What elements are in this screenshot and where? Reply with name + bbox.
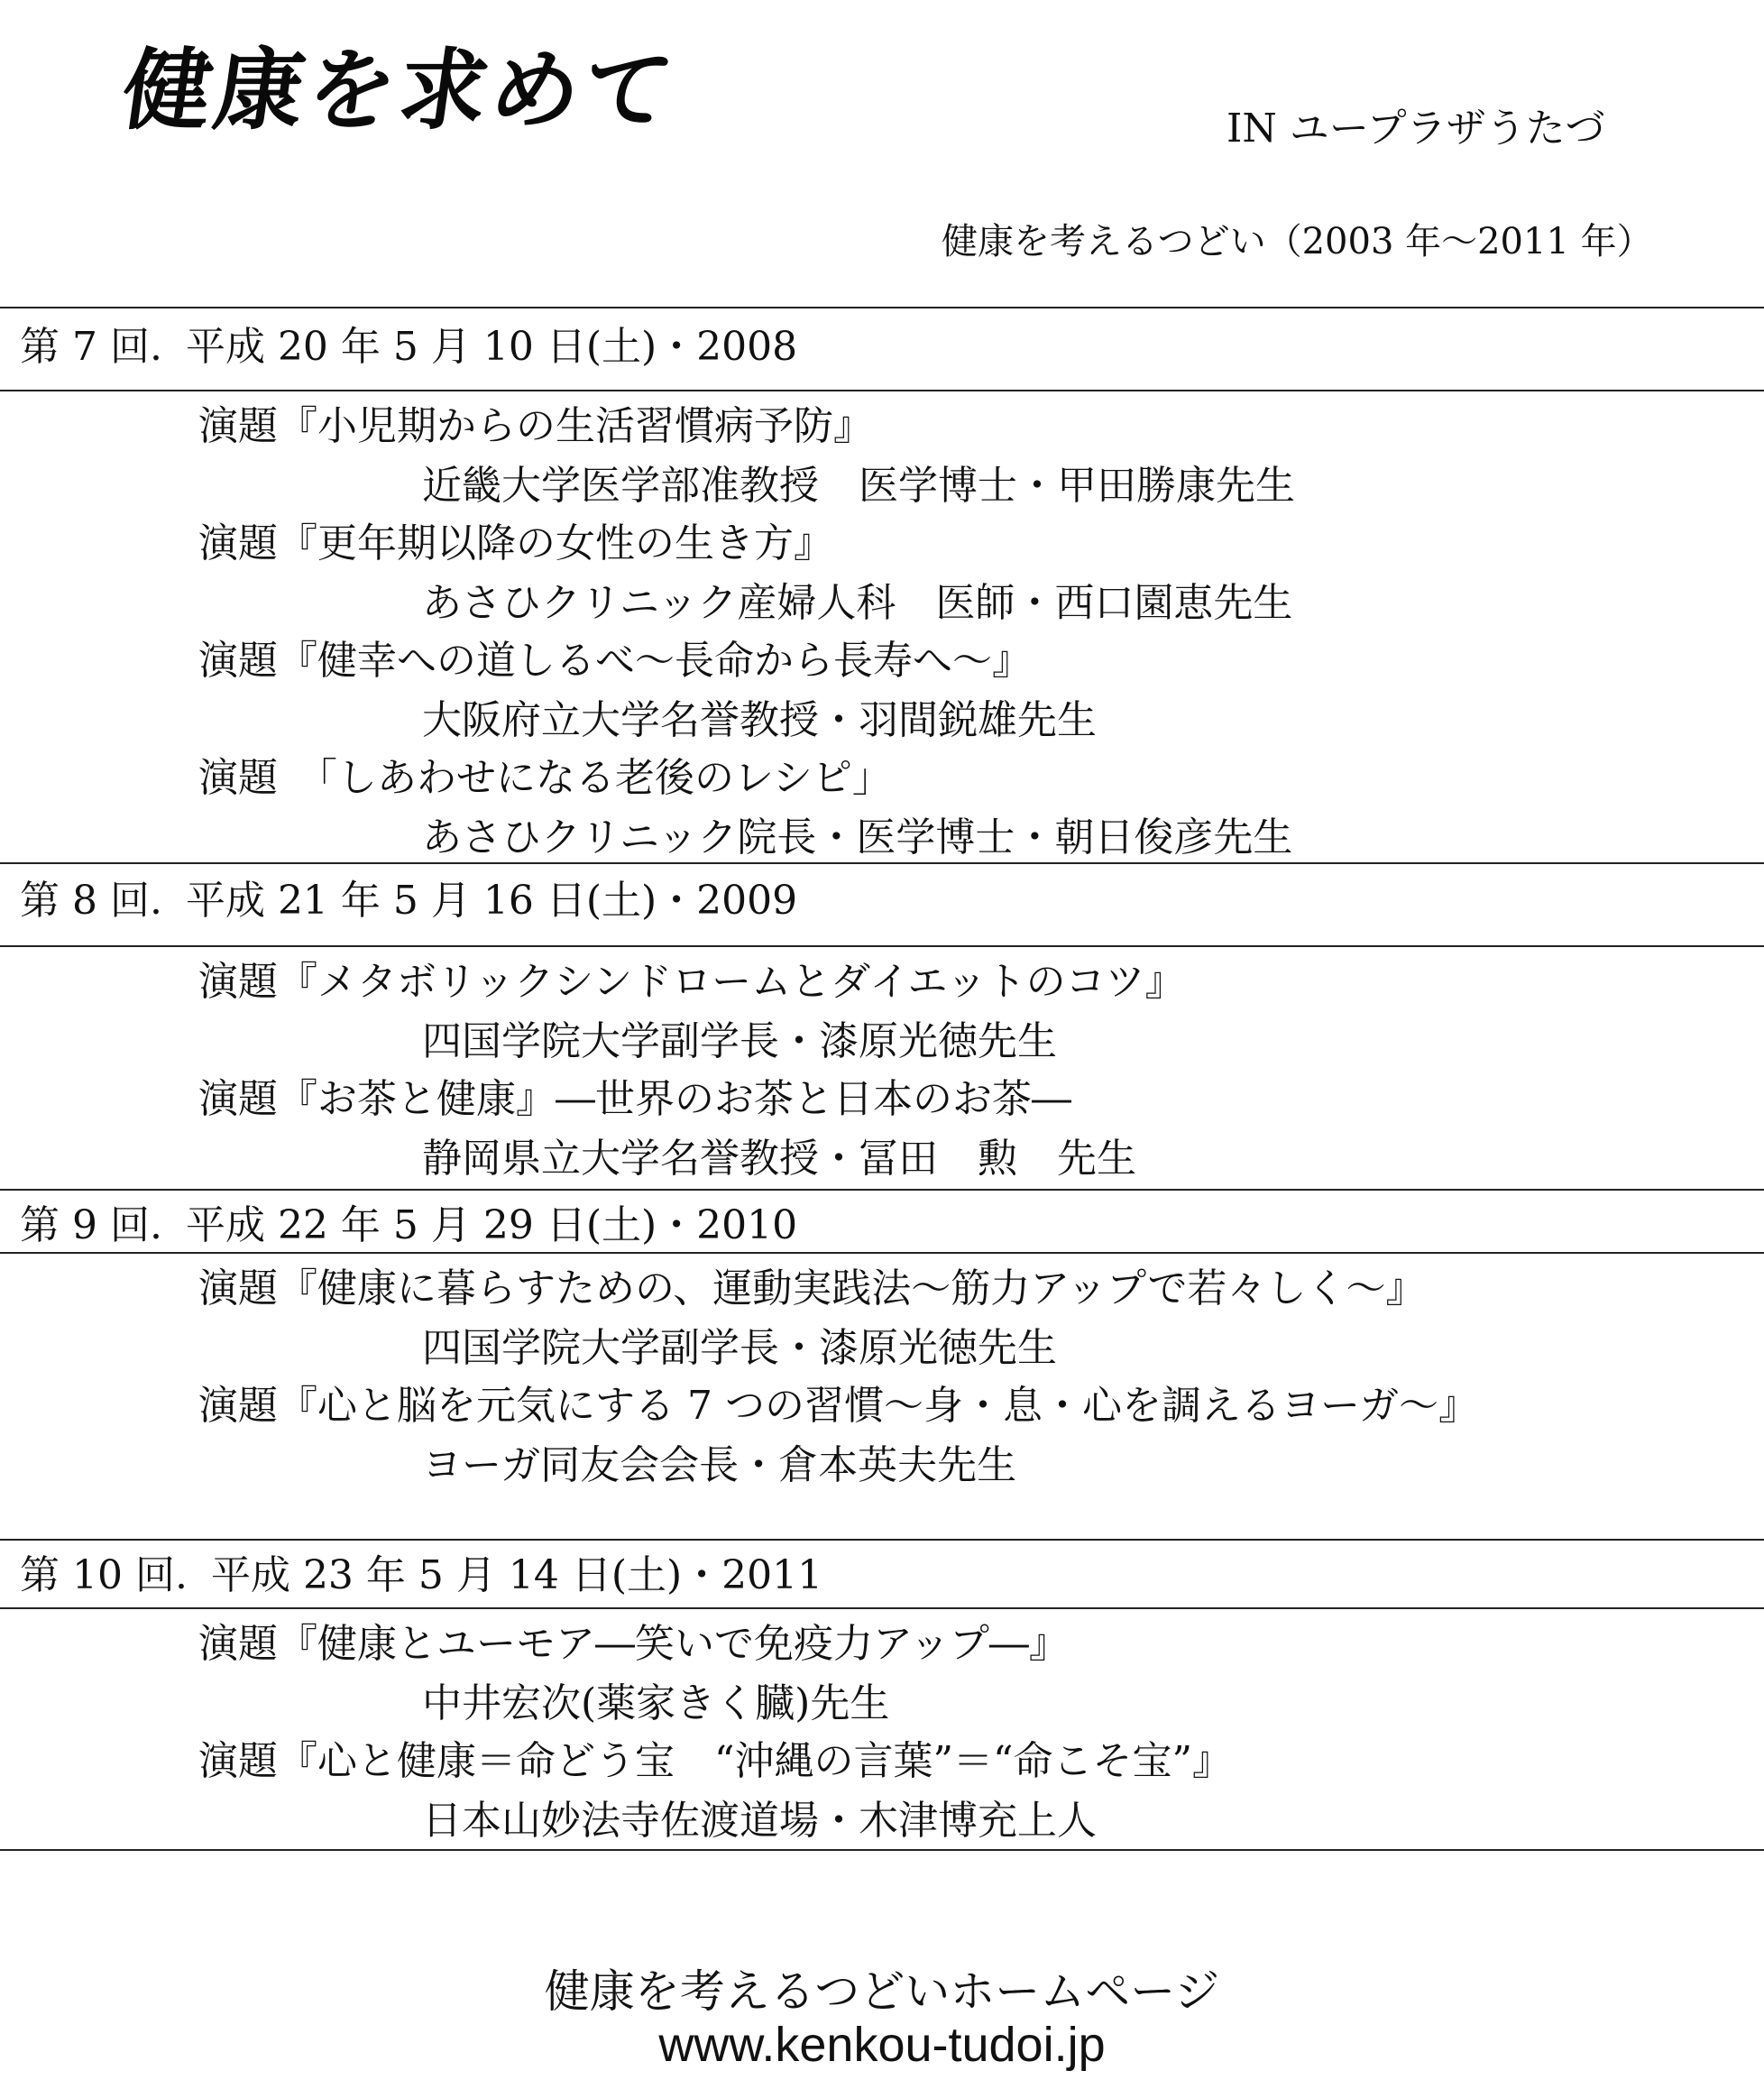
session-number: 第 7 回. — [20, 324, 162, 370]
subtitle: 健康を考えるつどい（2003 年〜2011 年） — [942, 221, 1653, 262]
venue: IN ユープラザうたづ — [1227, 106, 1605, 152]
talk-title: 演題『心と健康＝命どう宝 “沖縄の言葉”＝“命こそ宝”』 — [198, 1738, 1232, 1784]
talk-speaker: 近畿大学医学部准教授 医学博士・甲田勝康先生 — [422, 463, 1295, 509]
divider — [0, 862, 1764, 864]
session-heading — [20, 1192, 797, 1250]
divider — [0, 1539, 1764, 1541]
page-title-text: 健康を求めて — [115, 40, 683, 143]
footer-title: 健康を考えるつどいホームページ — [544, 1965, 1220, 2018]
session-heading — [20, 868, 797, 925]
session-date: 平成 21 年 5 月 16 日(土)・2009 — [185, 878, 798, 924]
talk-speaker: 中井宏次(薬家きく臓)先生 — [422, 1680, 890, 1726]
session-heading — [20, 1542, 822, 1600]
talk-title: 演題『お茶と健康』―世界のお茶と日本のお茶― — [198, 1076, 1071, 1122]
talk-title: 演題『健幸への道しるべ〜長命から長寿へ〜』 — [198, 638, 1032, 684]
divider — [0, 945, 1764, 947]
session-date: 平成 22 年 5 月 29 日(土)・2010 — [185, 1202, 798, 1248]
divider — [0, 1849, 1764, 1851]
divider — [0, 1607, 1764, 1609]
session-heading — [20, 314, 797, 372]
divider — [0, 1252, 1764, 1254]
talk-title: 演題『小児期からの生活習慣病予防』 — [198, 403, 873, 449]
talk-speaker: 四国学院大学副学長・漆原光徳先生 — [422, 1018, 1057, 1064]
talk-title: 演題『心と脳を元気にする 7 つの習慣〜身・息・心を調えるヨーガ〜』 — [198, 1383, 1479, 1429]
talk-title: 演題『メタボリックシンドロームとダイエットのコツ』 — [198, 959, 1185, 1005]
talk-speaker: 四国学院大学副学長・漆原光徳先生 — [422, 1325, 1057, 1371]
talk-title: 演題『健康に暮らすための、運動実践法〜筋力アップで若々しく〜』 — [198, 1265, 1426, 1311]
talk-speaker: あさひクリニック院長・医学博士・朝日俊彦先生 — [422, 814, 1293, 860]
talk-speaker: 日本山妙法寺佐渡道場・木津博充上人 — [422, 1798, 1097, 1844]
talk-title: 演題 「しあわせになる老後のレシピ」 — [198, 755, 892, 801]
talk-title: 演題『更年期以降の女性の生き方』 — [198, 520, 833, 566]
talk-speaker: ヨーガ同友会会長・倉本英夫先生 — [422, 1442, 1017, 1488]
divider — [0, 307, 1764, 308]
divider — [0, 1189, 1764, 1191]
session-date: 平成 23 年 5 月 14 日(土)・2011 — [210, 1552, 823, 1598]
session-number: 第 8 回. — [20, 878, 162, 924]
talk-speaker: 大阪府立大学名誉教授・羽間鋭雄先生 — [422, 697, 1097, 743]
page-title — [115, 20, 685, 147]
session-number: 第 10 回. — [20, 1552, 188, 1598]
session-date: 平成 20 年 5 月 10 日(土)・2008 — [185, 324, 798, 370]
talk-title: 演題『健康とユーモア―笑いで免疫力アップ―』 — [198, 1621, 1069, 1667]
footer-url[interactable]: www.kenkou-tudoi.jp — [658, 2018, 1106, 2072]
talk-speaker: 静岡県立大学名誉教授・冨田 勲 先生 — [422, 1136, 1136, 1182]
divider — [0, 390, 1764, 391]
session-number: 第 9 回. — [20, 1202, 162, 1248]
talk-speaker: あさひクリニック産婦人科 医師・西口園恵先生 — [422, 580, 1293, 626]
